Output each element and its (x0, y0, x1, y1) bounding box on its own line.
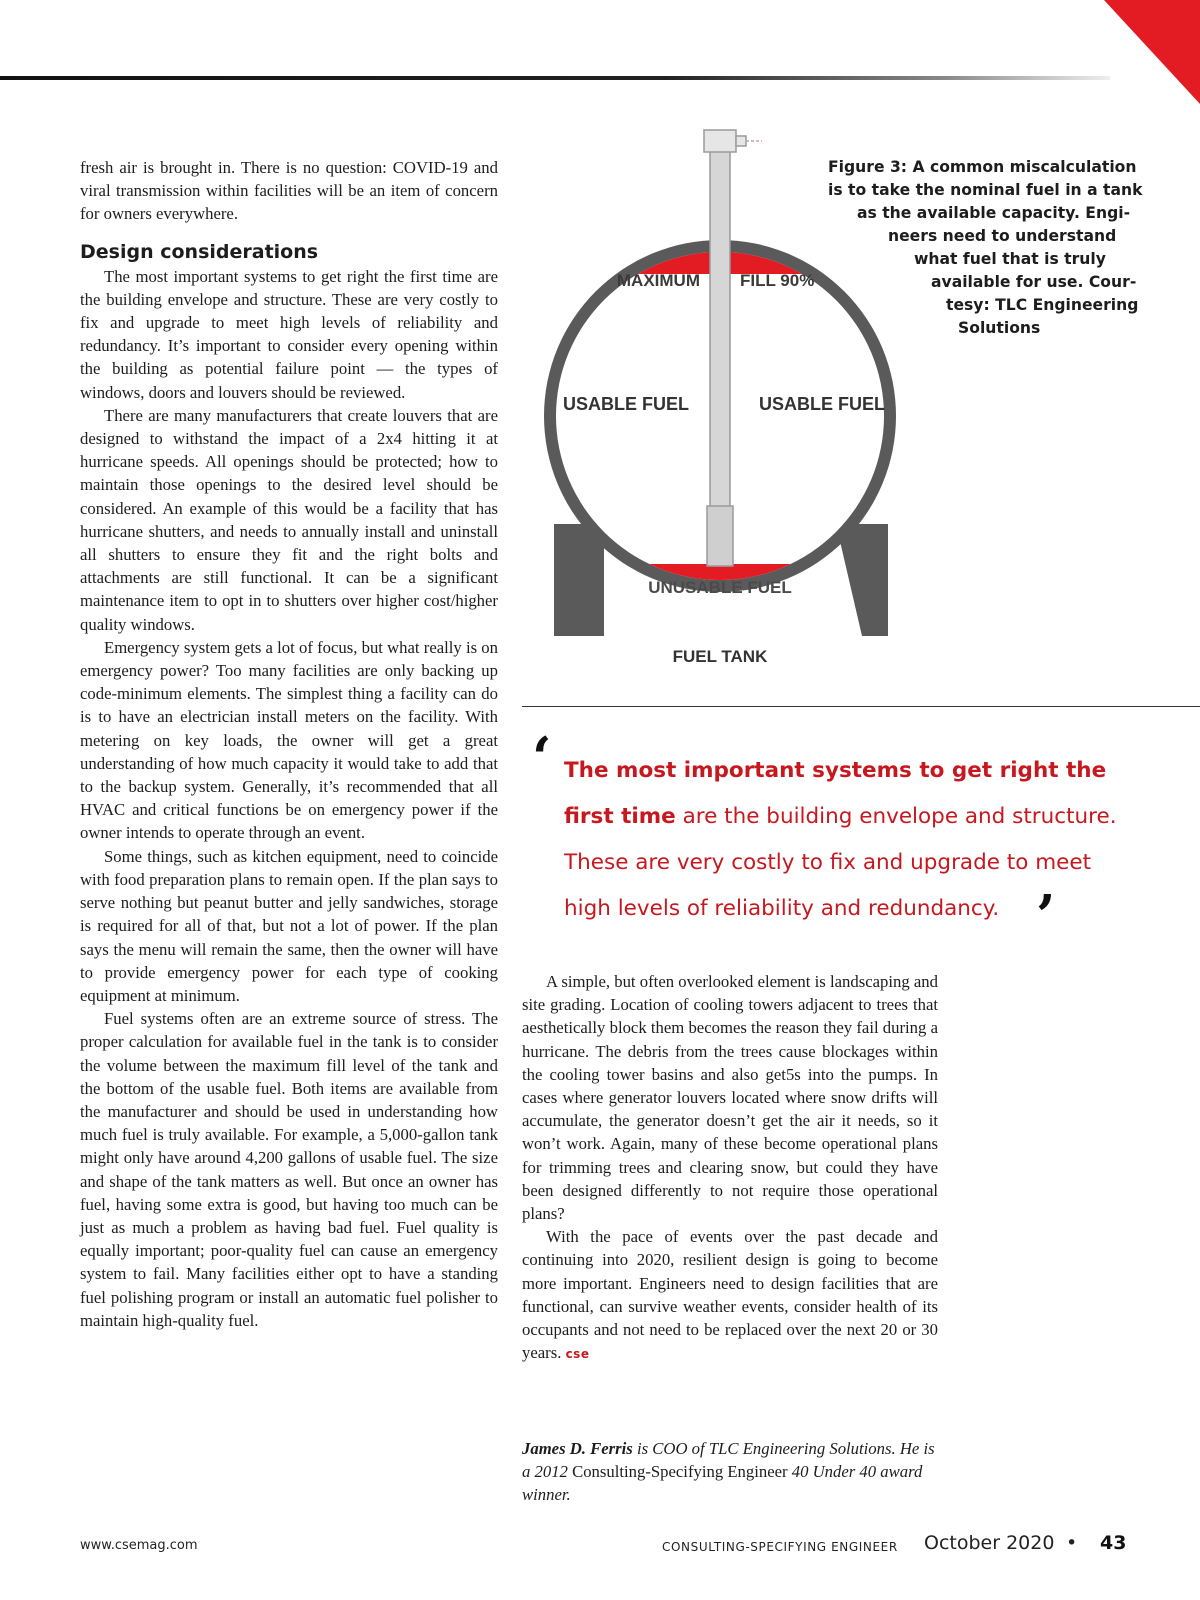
section-heading: Design considerations (80, 240, 319, 263)
caption-line: Solutions (958, 319, 1041, 337)
label-usable-fuel-right: USABLE FUEL (759, 394, 885, 414)
close-quote-mark: ’ (1036, 883, 1056, 949)
body-paragraph: Fuel systems often are an extreme source of stress. The proper calculation for available fuel in the tank is to consider the volume between the maximum fill level of the tank and the bottom of the usable fuel. Both items are available from the manufacturer and should be used in understanding how much fuel is truly available. For example, a 5,000-gallon tank might only have around 4,200 gallons of usable fuel. The size and shape of the tank matters as well. But once an owner has fuel, having some extra is good, but having too much can be just as much a problem as having bad fuel. Fuel quality is equally important; poor-quality fuel can cause an emergency system to fail. Many facilities either opt to have a standing fuel polishing program or install an automatic fuel polisher to maintain high-quality fuel. (80, 1009, 498, 1330)
pull-quote-line: These are very costly to fix and upgrade to meet (564, 850, 1092, 875)
label-usable-fuel-left: USABLE FUEL (563, 394, 689, 414)
left-column (80, 156, 498, 1332)
caption-line: what fuel that is truly (914, 250, 1106, 268)
caption-line: as the available capacity. Engi- (857, 204, 1131, 222)
label-fuel-tank: FUEL TANK (672, 647, 768, 666)
footer-url[interactable]: www.csemag.com (80, 1538, 198, 1553)
body-paragraph: Emergency system gets a lot of focus, but what really is on emergency power? Too many facilities are only backing up code-minimum elements. The simplest thing a facility can do is to have an electrician install meters on the facility. With metering on key loads, the owner will get a great understanding of how much capacity it would take to add that to the backup system. Generally, it’s recommended that all HVAC and critical functions be on emergency power if the owner intends to operate through an event. (80, 637, 498, 843)
body-paragraph: A simple, but often overlooked element is landscaping and site grading. Location of cooling towers adjacent to trees that aesthetically block them becomes the reason they fail during a hurricane. The debris from the trees cause blockages within the cooling tower basins and also get5s into the pumps. In cases where generator louvers located where snow drifts will accumulate, the generator doesn’t get the air it needs, so it won’t work. Again, many of these become operational plans for trimming trees and clearing snow, but could they have been designed differently to not require those operational plans? (522, 972, 938, 1224)
pipe-cap (704, 130, 736, 152)
section-divider (522, 706, 1200, 707)
header-rule (0, 76, 1110, 80)
figure-caption (800, 156, 1143, 340)
pull-quote-emphasis: first time (564, 804, 676, 829)
author-bio (522, 1437, 938, 1507)
body-paragraph: The most important systems to get right the first time are the building envelope and structure. These are very costly to fix and upgrade to meet high levels of reliability and redundancy. It’s important to consider every opening within the building as potential failure point — the types of windows, doors and louvers should be reviewed. (80, 266, 498, 402)
caption-line: tesy: TLC Engineering (946, 296, 1139, 314)
body-paragraph: fresh air is brought in. There is no question: COVID-19 and viral transmission within facilities will be an item of concern for owners everywhere. (80, 158, 498, 224)
label-unusable-fuel: UNUSABLE FUEL (648, 578, 792, 597)
caption-line: is to take the nominal fuel in a tank (828, 181, 1143, 199)
open-quote-mark: ‘ (532, 725, 552, 791)
footer-date: October 2020 (924, 1532, 1055, 1554)
caption-line: neers need to understand (888, 227, 1117, 245)
cse-end-mark: cse (565, 1347, 590, 1362)
pull-quote-line: The most important systems to get right the (564, 758, 1107, 783)
body-paragraph: With the pace of events over the past decade and continuing into 2020, resilient design is going to become more important. Engineers need to design facilities that are functional, can survive weather events, consider health of its occupants and not need to be replaced over the next 20 or 30 years. (522, 1227, 938, 1363)
label-fill-percent: FILL 90% (740, 271, 815, 290)
page-number: 43 (1100, 1532, 1127, 1554)
fill-pipe (710, 146, 730, 566)
body-paragraph: Some things, such as kitchen equipment, need to coincide with food preparation plans to remain open. If the plan says to serve nothing but peanut butter and jelly sandwiches, storage is required for all of that, but not a lot of power. If the plan says the menu will remain the same, then the owner will have to provide emergency power for each type of cooking equipment at minimum. (80, 846, 498, 1005)
corner-tab (1104, 0, 1200, 104)
right-column (522, 970, 938, 1366)
pull-quote-line: high levels of reliability and redundancy. (564, 896, 1000, 921)
body-paragraph: There are many manufacturers that create louvers that are designed to withstand the impact of a 2x4 hitting it at hurricane speeds. All openings should be protected; how to maintain those openings to the desired level should be considered. An example of this would be a facility that has hurricane shutters, and needs to annually install and uninstall all shutters to ensure they fit and the right bolts and attachments are still functional. It can be a significant maintenance item to opt in to shutters over higher cost/higher quality windows. (80, 405, 498, 634)
bio-text: 40 Under 40 award winner. (522, 1462, 923, 1505)
author-name: James D. Ferris (522, 1439, 633, 1458)
label-maximum: MAXIMUM (616, 271, 700, 290)
bio-magazine: Consulting-Specifying Engineer (572, 1462, 788, 1482)
pump-base (707, 506, 733, 566)
footer-bullet: • (1066, 1532, 1078, 1554)
bio-text: is COO of TLC Engineering Solutions. He is a 2012 (522, 1439, 935, 1482)
pull-quote-line: are the building envelope and structure. (675, 804, 1117, 829)
page-footer (0, 1532, 1200, 1562)
caption-line: available for use. Cour- (931, 273, 1137, 291)
footer-magazine: CONSULTING-SPECIFYING ENGINEER (662, 1540, 898, 1554)
caption-line: Figure 3: A common miscalculation (828, 158, 1137, 176)
pull-quote (564, 748, 1174, 932)
